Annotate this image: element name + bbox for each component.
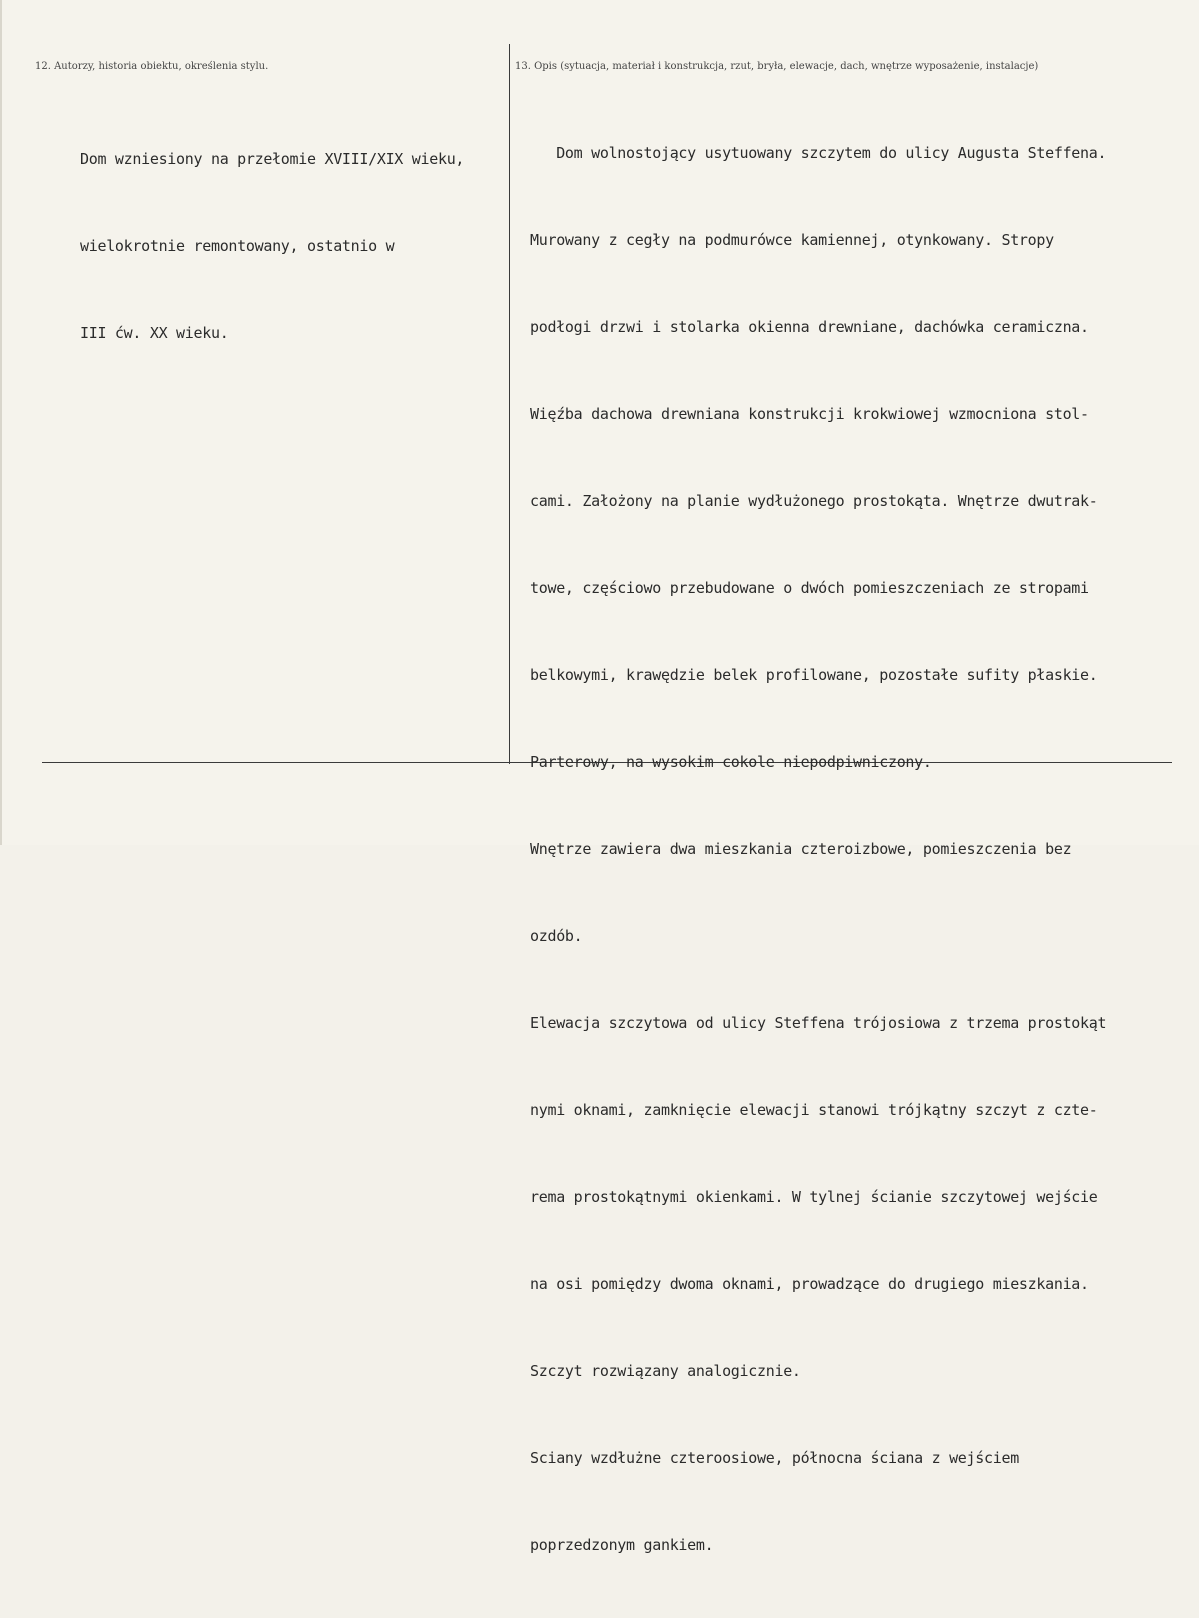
text-line: Dom wolnostojący usytuowany szczytem do ulicy Augusta Steffena. xyxy=(530,144,1107,162)
text-line: na osi pomiędzy dwoma oknami, prowadzące do drugiego mieszkania. xyxy=(530,1275,1089,1293)
text-line: cami. Założony na planie wydłużonego prostokąta. Wnętrze dwutrak- xyxy=(530,492,1098,510)
column-divider xyxy=(509,44,510,764)
text-line: Wnętrze zawiera dwa mieszkania czteroizbowe, pomieszczenia bez xyxy=(530,840,1072,858)
text-line: nymi oknami, zamknięcie elewacji stanowi trójkątny szczyt z czte- xyxy=(530,1101,1098,1119)
text-line: belkowymi, krawędzie belek profilowane, pozostałe sufity płaskie. xyxy=(530,666,1098,684)
text-line: Więźba dachowa drewniana konstrukcji krokwiowej wzmocniona stol- xyxy=(530,405,1089,423)
text-line: Elewacja szczytowa od ulicy Steffena trójosiowa z trzema prostokąt xyxy=(530,1014,1107,1032)
text-line: podłogi drzwi i stolarka okienna drewniane, dachówka ceramiczna. xyxy=(530,318,1089,336)
text-line: ozdób. xyxy=(530,927,583,945)
text-line: Sciany wzdłużne czteroosiowe, północna ściana z wejściem xyxy=(530,1449,1019,1467)
text-line: Murowany z cegły na podmurówce kamiennej, otynkowany. Stropy xyxy=(530,231,1054,249)
text-line: Dom wzniesiony na przełomie XVIII/XIX wieku, xyxy=(80,150,465,168)
text-line: Szczyt rozwiązany analogicznie. xyxy=(530,1362,801,1380)
section-13-text xyxy=(530,81,1106,1618)
text-line: towe, częściowo przebudowane o dwóch pomieszczeniach ze stropami xyxy=(530,579,1089,597)
section-12-heading: 12. Autorzy, historia obiektu, określenia stylu. xyxy=(35,61,269,72)
text-line: poprzedzonym gankiem. xyxy=(530,1536,714,1554)
text-line: rema prostokątnymi okienkami. W tylnej ścianie szczytowej wejście xyxy=(530,1188,1098,1206)
text-line: wielokrotnie remontowany, ostatnio w xyxy=(80,237,395,255)
text-line: III ćw. XX wieku. xyxy=(80,324,229,342)
section-13-heading: 13. Opis (sytuacja, materiał i konstrukcja, rzut, bryła, elewacje, dach, wnętrze wyposażenie, instalacje) xyxy=(515,61,1039,72)
text-line: Parterowy, na wysokim cokole niepodpiwniczony. xyxy=(530,753,932,771)
section-12-text xyxy=(80,87,464,406)
